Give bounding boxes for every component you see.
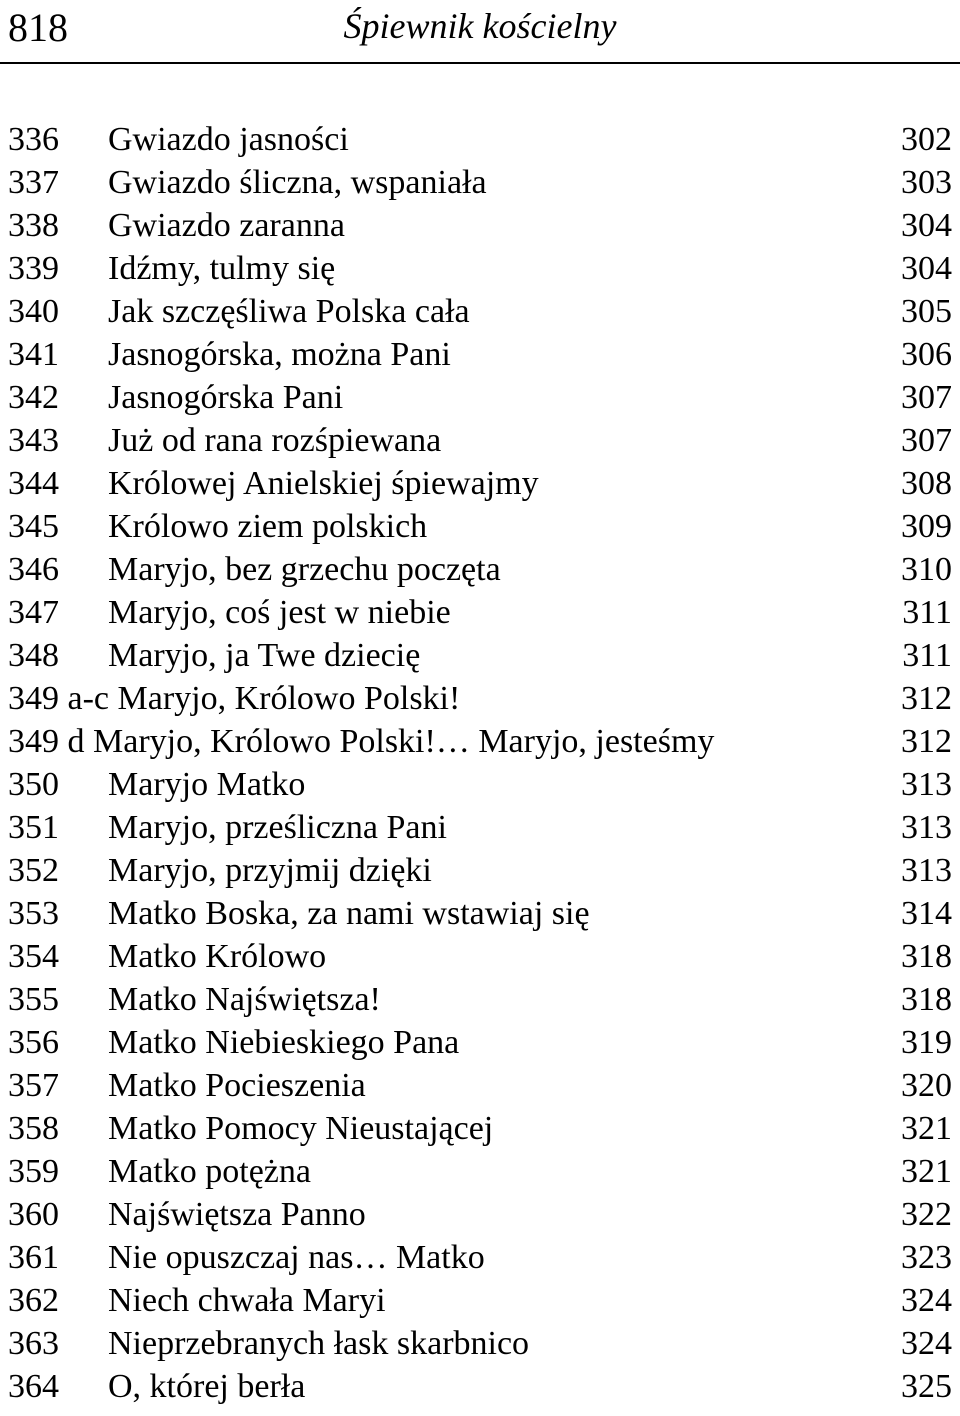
entry-title-wrap [8,677,892,720]
entry-number: 357 [8,1067,59,1104]
entry-title: Nie opuszczaj nas… Matko [108,1239,491,1276]
book-title: Śpiewnik kościelny [343,6,617,46]
entry-page-number: 322 [899,1193,952,1236]
entry-page-number: 312 [899,720,952,763]
entry-title: Gwiazdo jasności [108,121,355,158]
entry-title: Jak szczęśliwa Polska cała [108,293,476,330]
toc-entry [0,677,960,720]
entry-number: 343 [8,422,59,459]
toc-entry [0,548,960,591]
entry-number: 351 [8,809,59,846]
table-of-contents [0,118,960,1408]
entry-title-wrap [108,1150,892,1193]
entry-page-number: 318 [899,978,952,1021]
entry-number: 359 [8,1153,59,1190]
entry-title: Matko Pomocy Nieustającej [108,1110,499,1147]
entry-number: 347 [8,594,59,631]
entry-title-wrap [108,1322,892,1365]
entry-page-number: 306 [899,333,952,376]
entry-title: Niech chwała Maryi [108,1282,392,1319]
entry-title: Maryjo, bez grzechu poczęta [108,551,507,588]
entry-page-number: 325 [899,1365,952,1408]
entry-title-wrap [108,333,892,376]
entry-page-number: 309 [899,505,952,548]
entry-number: 350 [8,766,59,803]
toc-entry [0,634,960,677]
entry-page-number: 313 [899,849,952,892]
entry-title: Jasnogórska Pani [108,379,349,416]
entry-number: 363 [8,1325,59,1362]
entry-number: 340 [8,293,59,330]
entry-number: 354 [8,938,59,975]
entry-title-wrap [108,763,892,806]
entry-title-wrap [108,376,892,419]
entry-title: Matko Niebieskiego Pana [108,1024,465,1061]
entry-title-wrap [108,849,892,892]
entry-number: 360 [8,1196,59,1233]
toc-entry [0,892,960,935]
entry-page-number: 310 [899,548,952,591]
entry-number: 355 [8,981,59,1018]
entry-number: 344 [8,465,59,502]
entry-page-number: 307 [899,419,952,462]
entry-title: Matko potężna [108,1153,317,1190]
entry-page-number: 319 [899,1021,952,1064]
entry-number: 352 [8,852,59,889]
entry-page-number: 302 [899,118,952,161]
entry-page-number: 303 [899,161,952,204]
entry-title-wrap [108,1236,892,1279]
entry-title-wrap [108,161,892,204]
toc-entry [0,376,960,419]
entry-title: Gwiazdo zaranna [108,207,351,244]
toc-entry [0,1322,960,1365]
page-number: 818 [8,5,68,50]
toc-entry [0,849,960,892]
entry-number: 346 [8,551,59,588]
entry-number: 348 [8,637,59,674]
entry-title-wrap [108,247,892,290]
entry-title: Maryjo Matko [108,766,311,803]
entry-title-wrap [108,1064,892,1107]
entry-number: 356 [8,1024,59,1061]
entry-page-number: 312 [899,677,952,720]
entry-page-number: 305 [899,290,952,333]
entry-page-number: 307 [899,376,952,419]
entry-title: Jasnogórska, można Pani [108,336,457,373]
entry-title-wrap [108,1193,892,1236]
entry-page-number: 321 [899,1107,952,1150]
entry-title: Królowej Anielskiej śpiewajmy [108,465,545,502]
page-header [0,0,960,64]
entry-title: Najświętsza Panno [108,1196,372,1233]
entry-page-number: 318 [899,935,952,978]
toc-entry [0,720,960,763]
entry-title: Nieprzebranych łask skarbnico [108,1325,535,1362]
entry-page-number: 313 [899,763,952,806]
entry-title-wrap [108,290,892,333]
toc-entry [0,161,960,204]
toc-entry [0,333,960,376]
entry-title-wrap [108,462,892,505]
entry-page-number: 311 [900,634,952,677]
entry-title: Matko Boska, za nami wstawiaj się [108,895,596,932]
toc-entry [0,1365,960,1408]
entry-number: 364 [8,1368,59,1405]
toc-entry [0,591,960,634]
entry-title-wrap [108,1021,892,1064]
toc-entry [0,1107,960,1150]
entry-page-number: 308 [899,462,952,505]
entry-number: 341 [8,336,59,373]
entry-title-wrap [108,591,892,634]
entry-title: Matko Królowo [108,938,332,975]
entry-number: 337 [8,164,59,201]
toc-entry [0,118,960,161]
entry-page-number: 304 [899,247,952,290]
entry-title-wrap [8,720,892,763]
entry-title: Matko Najświętsza! [108,981,387,1018]
toc-entry [0,763,960,806]
entry-title-wrap [108,204,892,247]
toc-entry [0,1193,960,1236]
toc-entry [0,419,960,462]
toc-entry [0,978,960,1021]
entry-title-wrap [108,505,892,548]
entry-title-wrap [108,978,892,1021]
toc-entry [0,1021,960,1064]
entry-number: 342 [8,379,59,416]
entry-title: O, której berła [108,1368,311,1405]
entry-title-wrap [108,118,892,161]
entry-number: 345 [8,508,59,545]
toc-entry [0,247,960,290]
entry-number: 336 [8,121,59,158]
entry-title-wrap [108,892,892,935]
entry-page-number: 311 [900,591,952,634]
entry-page-number: 313 [899,806,952,849]
entry-title: Maryjo, ja Twe dziecię [108,637,426,674]
toc-entry [0,1150,960,1193]
entry-title-wrap [108,935,892,978]
entry-title-wrap [108,1365,892,1408]
toc-entry [0,806,960,849]
entry-title: Maryjo, prześliczna Pani [108,809,453,846]
entry-number: 361 [8,1239,59,1276]
toc-entry [0,204,960,247]
toc-entry [0,290,960,333]
entry-page-number: 320 [899,1064,952,1107]
entry-page-number: 324 [899,1279,952,1322]
entry-number: 362 [8,1282,59,1319]
entry-title-wrap [108,548,892,591]
toc-entry [0,505,960,548]
entry-number: 338 [8,207,59,244]
entry-page-number: 304 [899,204,952,247]
entry-title-wrap [108,1107,892,1150]
toc-entry [0,1236,960,1279]
entry-title: 349 a-c Maryjo, Królowo Polski! [8,680,466,717]
entry-title: Maryjo, przyjmij dzięki [108,852,438,889]
entry-number: 339 [8,250,59,287]
toc-entry [0,935,960,978]
entry-page-number: 324 [899,1322,952,1365]
entry-title: Królowo ziem polskich [108,508,433,545]
entry-number: 353 [8,895,59,932]
entry-title: Idźmy, tulmy się [108,250,341,287]
entry-title: Maryjo, coś jest w niebie [108,594,457,631]
entry-title: 349 d Maryjo, Królowo Polski!… Maryjo, jesteśmy [8,723,720,760]
entry-title-wrap [108,634,892,677]
entry-title-wrap [108,419,892,462]
toc-entry [0,462,960,505]
toc-entry [0,1064,960,1107]
entry-title: Matko Pocieszenia [108,1067,372,1104]
toc-entry [0,1279,960,1322]
entry-page-number: 314 [899,892,952,935]
entry-title-wrap [108,806,892,849]
entry-title: Gwiazdo śliczna, wspaniała [108,164,493,201]
entry-title: Już od rana rozśpiewana [108,422,447,459]
entry-number: 358 [8,1110,59,1147]
entry-page-number: 323 [899,1236,952,1279]
entry-page-number: 321 [899,1150,952,1193]
entry-title-wrap [108,1279,892,1322]
